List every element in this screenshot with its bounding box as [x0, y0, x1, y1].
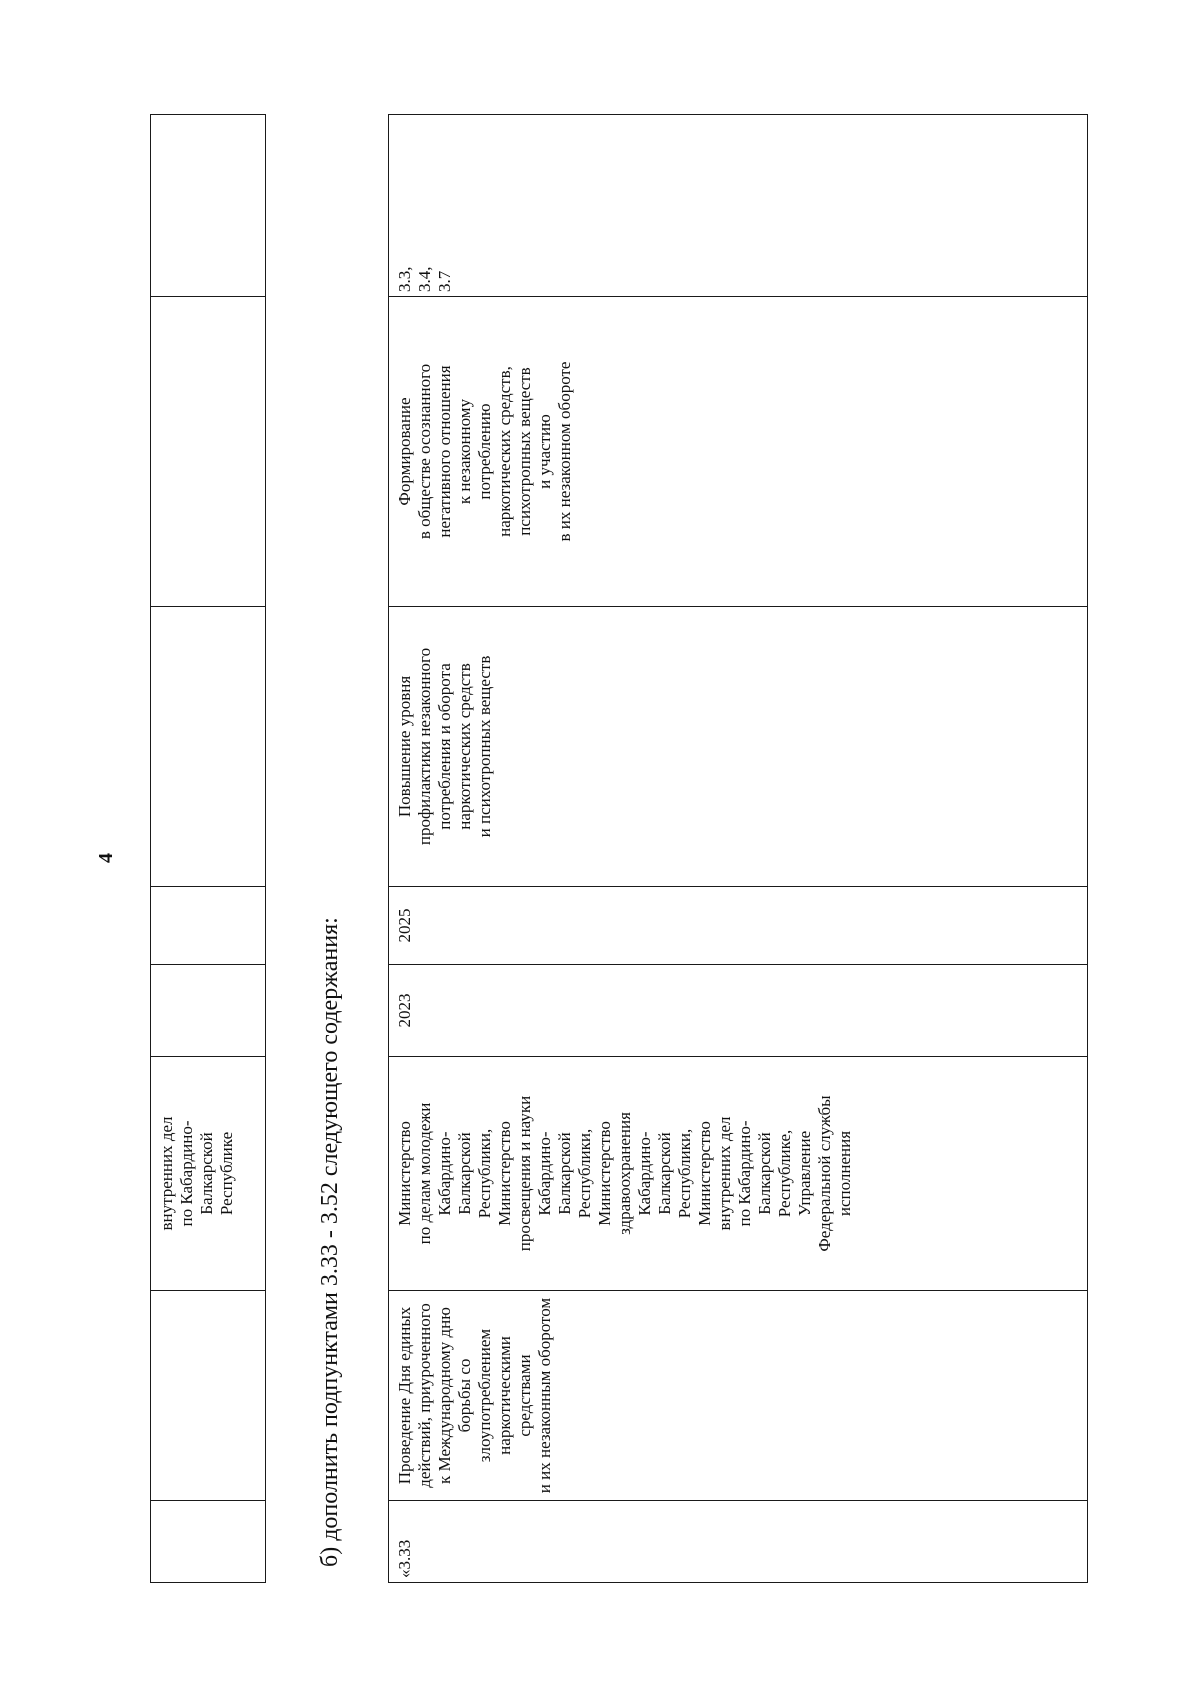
table-cell — [151, 1291, 266, 1501]
activity-name-cell: Проведение Дня единых действий, приуроченного к Международному дню борьбы со злоупотреблением наркотическими средствами и их незаконным оборотом — [389, 1291, 1088, 1501]
table-cell — [151, 887, 266, 965]
subitems-table — [388, 114, 1088, 1583]
start-year-cell: 2023 — [389, 965, 1088, 1057]
page-number: 4 — [95, 853, 117, 863]
table-cell — [151, 607, 266, 887]
table-cell — [151, 115, 266, 297]
table-row — [389, 115, 1088, 1583]
intro-paragraph: б) дополнить подпунктами 3.33 - 3.52 следующего содержания: — [317, 917, 343, 1567]
linked-items-cell: 3.3, 3.4, 3.7 — [389, 115, 1088, 297]
table-row — [151, 115, 266, 1583]
table-cell — [151, 965, 266, 1057]
end-year-cell: 2025 — [389, 887, 1088, 965]
goal-cell: Формирование в обществе осознанного негативного отношения к незаконному потреблению наркотических средств, психотропных веществ и участию в их незаконном обороте — [389, 297, 1088, 607]
table-cell: внутренних дел по Кабардино- Балкарской Республике — [151, 1057, 266, 1291]
table-cell — [151, 297, 266, 607]
row-number-cell: «3.33 — [389, 1501, 1088, 1583]
executor-cell: Министерство по делам молодежи Кабардино- Балкарской Республики, Министерство просвещения и науки Кабардино- Балкарской Республики, Министерство здравоохранения Кабардино- Балкарской Республики, Министерство внутренних дел по Кабардино- Балкарской Республике, Управление Федеральной службы исполнения — [389, 1057, 1088, 1291]
previous-table-fragment — [150, 114, 266, 1583]
expected-result-cell: Повышение уровня профилактики незаконного потребления и оборота наркотических средств и психотропных веществ — [389, 607, 1088, 887]
table-cell — [151, 1501, 266, 1583]
